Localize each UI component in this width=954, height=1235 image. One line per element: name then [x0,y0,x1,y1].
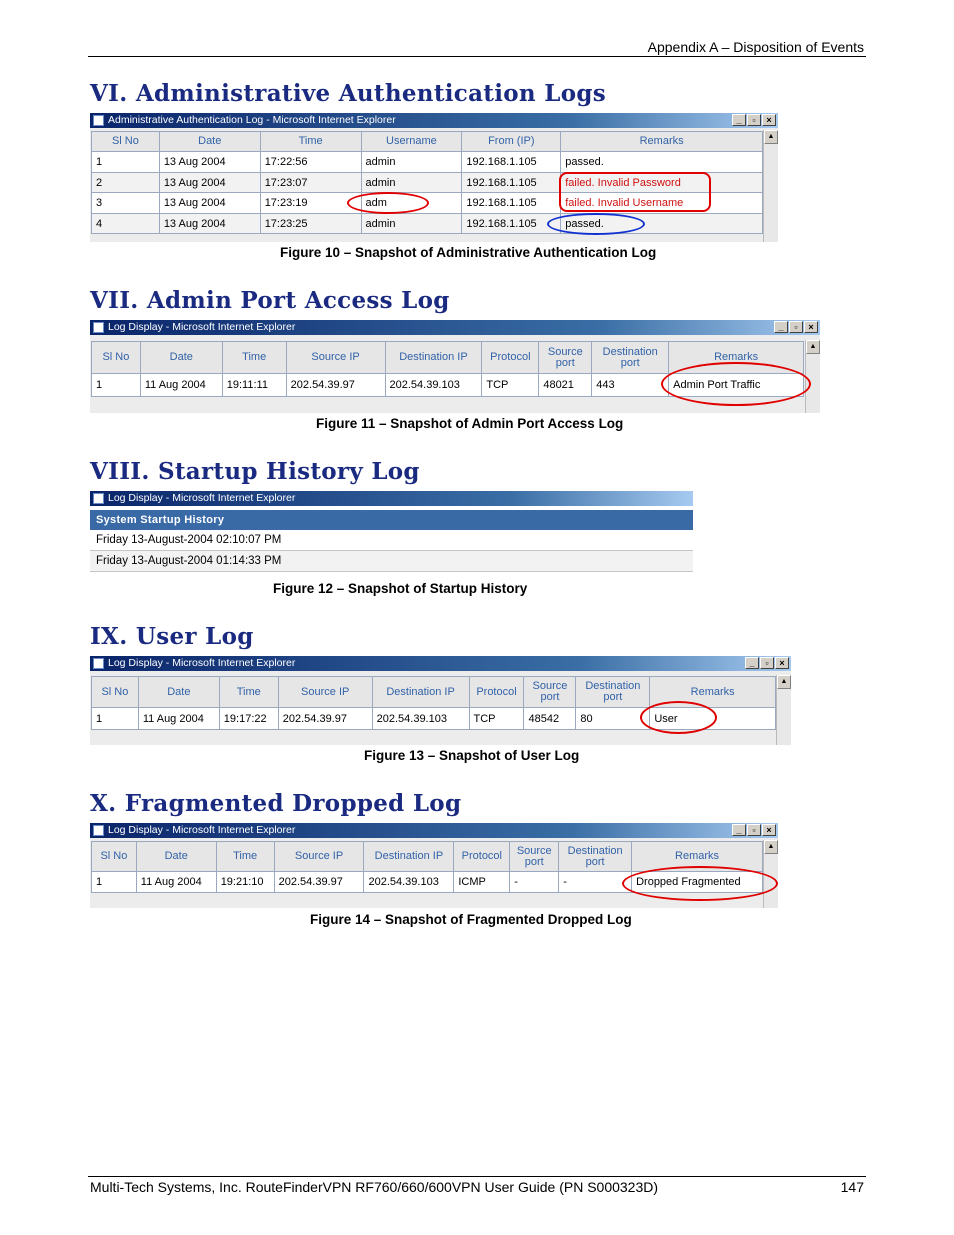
section-heading-ix: IX. User Log [90,623,254,650]
column-header: Date [140,342,222,374]
table-cell: TCP [482,374,539,397]
section-heading-vii: VII. Admin Port Access Log [90,287,450,314]
table-cell: 202.54.39.103 [372,708,469,730]
section-heading-x: X. Fragmented Dropped Log [90,790,462,817]
table-cell: 4 [92,214,160,234]
table-row [92,173,763,193]
column-header: Protocol [454,842,510,872]
vertical-scrollbar[interactable] [776,675,791,745]
table-row [92,152,763,173]
column-header: From (IP) [462,132,561,152]
window-title: Log Display - Microsoft Internet Explorer [108,824,296,836]
column-header: Destination port [592,342,669,374]
fragmented-log-table [91,841,763,893]
user-log-table [91,676,776,730]
admin-auth-log-table [91,131,763,234]
table-cell: 192.168.1.105 [462,214,561,234]
column-header: Source port [539,342,592,374]
table-cell: 13 Aug 2004 [159,173,260,193]
table-cell: 11 Aug 2004 [138,708,219,730]
column-header: Remarks [632,842,763,872]
table-cell: failed. Invalid Password [561,173,763,193]
table-row [92,708,776,730]
table-cell: 13 Aug 2004 [159,193,260,214]
user-log-window [90,656,791,745]
table-row [92,193,763,214]
minimize-button[interactable]: _ [732,824,746,836]
page-number: 147 [840,1179,864,1195]
table-cell: failed. Invalid Username [561,193,763,214]
window-titlebar [90,823,778,838]
close-button[interactable]: × [804,321,818,333]
column-header: Date [138,677,219,708]
column-header: Sl No [92,342,141,374]
column-header: Date [159,132,260,152]
table-cell: 17:23:19 [260,193,361,214]
table-row [92,872,763,893]
table-cell: 443 [592,374,669,397]
restore-button[interactable]: ▫ [760,657,774,669]
table-cell: 1 [92,374,141,397]
scroll-up-arrow-icon[interactable]: ▲ [764,130,778,144]
figure-caption: Figure 13 – Snapshot of User Log [364,748,580,763]
column-header: Destination IP [364,842,454,872]
table-cell: User [650,708,776,730]
minimize-button[interactable]: _ [774,321,788,333]
list-item: Friday 13-August-2004 01:14:33 PM [90,551,693,572]
table-cell: Dropped Fragmented [632,872,763,893]
table-cell: 202.54.39.97 [286,374,385,397]
table-header-row [92,677,776,708]
table-cell: 1 [92,708,139,730]
table-cell: 192.168.1.105 [462,152,561,173]
window-titlebar [90,656,791,671]
column-header: Sl No [92,677,139,708]
window-titlebar [90,320,820,335]
table-cell: admin [361,152,462,173]
column-header: Source IP [278,677,372,708]
table-cell: - [510,872,559,893]
vertical-scrollbar[interactable] [763,840,778,908]
table-cell: 3 [92,193,160,214]
table-cell: 17:23:07 [260,173,361,193]
column-header: Protocol [482,342,539,374]
window-title: Log Display - Microsoft Internet Explorer [108,321,296,333]
section-heading-vi: VI. Administrative Authentication Logs [90,80,606,107]
column-header: Time [216,842,274,872]
window-title: Log Display - Microsoft Internet Explorer [108,492,296,504]
figure-caption: Figure 12 – Snapshot of Startup History [273,581,528,596]
window-title: Log Display - Microsoft Internet Explorer [108,657,296,669]
table-cell: 192.168.1.105 [462,173,561,193]
table-cell: 13 Aug 2004 [159,214,260,234]
column-header: Protocol [469,677,524,708]
column-header: Date [136,842,216,872]
table-cell: admin [361,214,462,234]
restore-button[interactable]: ▫ [747,824,761,836]
minimize-button[interactable]: _ [732,114,746,126]
table-cell: passed. [561,152,763,173]
table-row [92,214,763,234]
table-cell: 19:11:11 [222,374,286,397]
scroll-up-arrow-icon[interactable]: ▲ [806,340,820,354]
footer-rule [88,1176,866,1177]
table-cell: 202.54.39.97 [278,708,372,730]
column-header: Time [219,677,278,708]
table-row [92,374,804,397]
table-header-row [92,132,763,152]
figure-caption: Figure 11 – Snapshot of Admin Port Access Log [316,416,624,431]
admin-port-log-window [90,320,820,413]
figure-caption: Figure 14 – Snapshot of Fragmented Dropped Log [310,912,632,927]
window-title: Administrative Authentication Log - Microsoft Internet Explorer [108,114,396,126]
table-cell: 202.54.39.103 [385,374,482,397]
footer-text: Multi-Tech Systems, Inc. RouteFinderVPN RF760/660/600VPN User Guide (PN S000323D) [90,1179,659,1195]
table-cell: 1 [92,152,160,173]
table-cell: 19:21:10 [216,872,274,893]
section-heading-viii: VIII. Startup History Log [90,458,420,485]
admin-port-log-table [91,341,804,397]
ie-icon [93,825,104,836]
fragmented-log-window [90,823,778,908]
table-cell: 48021 [539,374,592,397]
minimize-button[interactable]: _ [745,657,759,669]
column-header: Destination IP [385,342,482,374]
vertical-scrollbar[interactable] [763,130,778,242]
table-cell: adm [361,193,462,214]
column-header: Time [260,132,361,152]
column-header: Destination IP [372,677,469,708]
vertical-scrollbar[interactable] [805,340,820,413]
table-cell: TCP [469,708,524,730]
table-cell: 202.54.39.103 [364,872,454,893]
ie-icon [93,115,104,126]
table-cell: 17:23:25 [260,214,361,234]
window-titlebar [90,491,693,506]
column-header: Remarks [669,342,804,374]
startup-history-heading: System Startup History [90,510,693,530]
column-header: Time [222,342,286,374]
table-header-row [92,842,763,872]
column-header: Source IP [274,842,364,872]
table-cell: 11 Aug 2004 [140,374,222,397]
table-cell: admin [361,173,462,193]
admin-auth-log-window [90,113,778,242]
column-header: Source port [510,842,559,872]
table-cell: 192.168.1.105 [462,193,561,214]
column-header: Sl No [92,132,160,152]
table-cell: 2 [92,173,160,193]
column-header: Destination port [559,842,632,872]
scroll-up-arrow-icon[interactable]: ▲ [777,675,791,689]
table-cell: ICMP [454,872,510,893]
ie-icon [93,493,104,504]
table-cell: 80 [576,708,650,730]
column-header: Destination port [576,677,650,708]
column-header: Source IP [286,342,385,374]
table-cell: Admin Port Traffic [669,374,804,397]
table-cell: 19:17:22 [219,708,278,730]
column-header: Source port [524,677,576,708]
ie-icon [93,322,104,333]
header-rule [88,56,866,57]
figure-caption: Figure 10 – Snapshot of Administrative Authentication Log [280,245,657,260]
column-header: Sl No [92,842,137,872]
table-cell: passed. [561,214,763,234]
table-cell: 1 [92,872,137,893]
running-header: Appendix A – Disposition of Events [647,39,864,55]
scroll-up-arrow-icon[interactable]: ▲ [764,840,778,854]
column-header: Remarks [561,132,763,152]
table-cell: 202.54.39.97 [274,872,364,893]
window-titlebar [90,113,778,128]
restore-button[interactable]: ▫ [789,321,803,333]
table-cell: 13 Aug 2004 [159,152,260,173]
table-cell: 17:22:56 [260,152,361,173]
startup-history-window [90,491,693,577]
table-header-row [92,342,804,374]
close-button[interactable]: × [775,657,789,669]
column-header: Remarks [650,677,776,708]
table-cell: 11 Aug 2004 [136,872,216,893]
close-button[interactable]: × [762,824,776,836]
close-button[interactable]: × [762,114,776,126]
column-header: Username [361,132,462,152]
restore-button[interactable]: ▫ [747,114,761,126]
table-cell: - [559,872,632,893]
ie-icon [93,658,104,669]
list-item: Friday 13-August-2004 02:10:07 PM [90,530,693,551]
table-cell: 48542 [524,708,576,730]
